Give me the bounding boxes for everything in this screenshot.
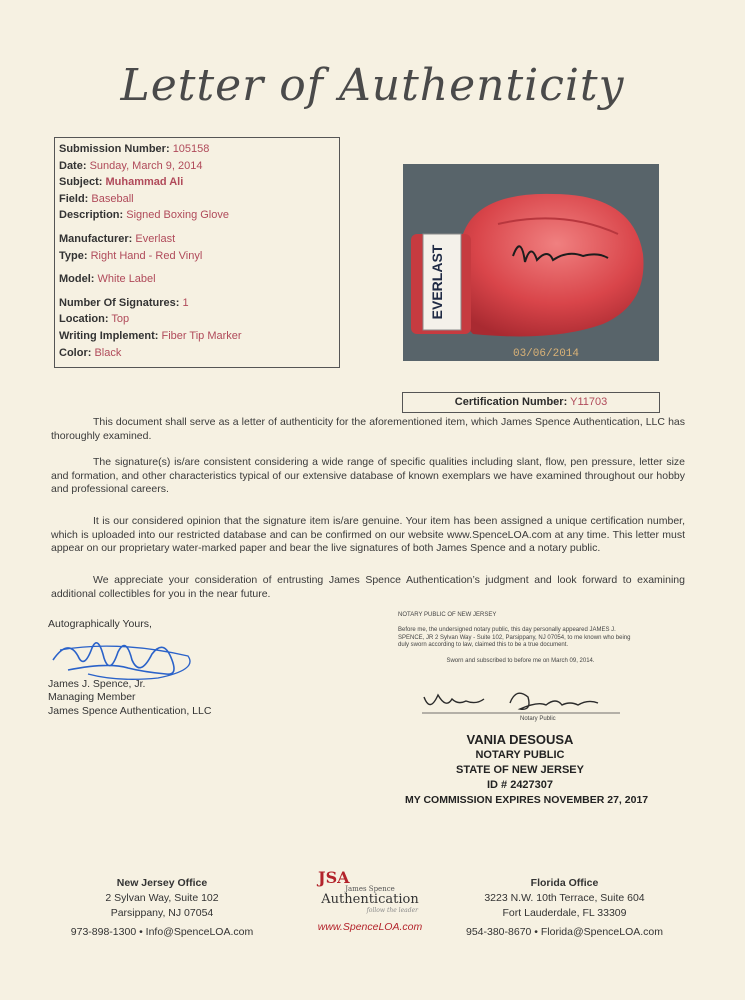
paragraph-opinion: It is our considered opinion that the signature item is/are genuine. Your item has been assigned a unique certification number, which is uploaded into our restricted database and can be confirmed on our website www.SpenceLOA.com at any time. This letter must appear on our proprietary water-marked paper and bear the live signatures of both James Spence and a notary public. (51, 515, 685, 555)
notary-signature-caption: Notary Public (520, 716, 556, 722)
jsa-logo-line1: James Spence (345, 885, 395, 893)
detail-type: Type: Right Hand - Red Vinyl (59, 249, 203, 262)
notary-stamp (405, 732, 649, 808)
detail-number-of-signatures: Number Of Signatures: 1 (59, 296, 189, 309)
detail-color: Color: Black (59, 346, 122, 359)
detail-manufacturer: Manufacturer: Everlast (59, 232, 176, 245)
notary-statement-block (398, 612, 643, 665)
notary-statement: Before me, the undersigned notary public, this day personally appeared JAMES J. SPENCE, JR 2 Sylvan Way - Suite 102, Parsippany, NJ 07054, to me known who being duly sworn according to law, claimed this to be a true document. (398, 627, 631, 649)
signer-name: James J. Spence, Jr. (48, 677, 146, 690)
detail-subject: Subject: Muhammad Ali (59, 176, 184, 189)
florida-office (442, 876, 687, 940)
jsa-logo-line2: Authentication (321, 892, 419, 907)
detail-date: Date: Sunday, March 9, 2014 (59, 159, 203, 172)
new-jersey-office (52, 876, 272, 940)
notary-stamp-name: VANIA DESOUSA (466, 732, 574, 747)
detail-field: Field: Baseball (59, 192, 134, 205)
detail-description: Description: Signed Boxing Glove (59, 209, 229, 222)
signature-closing: Autographically Yours, (48, 618, 152, 630)
photo-date-stamp: 03/06/2014 (512, 348, 579, 360)
detail-model: Model: White Label (59, 273, 156, 286)
certification-label: Certification Number: (454, 396, 568, 408)
certification-value: Y11703 (570, 396, 608, 408)
signer-role: Managing Member (48, 691, 136, 704)
nj-office-line1: 2 Sylvan Way, Suite 102 (105, 892, 219, 904)
jsa-logo (300, 870, 440, 933)
nj-office-line2: Parsippany, NJ 07054 (110, 907, 214, 919)
boxing-glove-illustration (403, 164, 659, 361)
jsa-logo-mark: JSA (318, 868, 350, 887)
paragraph-signature-analysis: The signature(s) is/are consistent considering a wide range of specific qualities including slant, flow, pen pressure, letter size and formation, and other characteristics typical of our extensive database of known exemplars we have examined throughout our hobby and professional careers. (51, 456, 685, 496)
fl-office-line1: 3223 N.W. 10th Terrace, Suite 604 (484, 892, 645, 904)
notary-stamp-title: NOTARY PUBLIC (475, 749, 565, 761)
nj-office-contact: 973-898-1300 • Info@SpenceLOA.com (70, 926, 254, 938)
notary-stamp-state: STATE OF NEW JERSEY (456, 764, 584, 776)
fl-office-name: Florida Office (530, 877, 599, 889)
detail-submission-number: Submission Number: 105158 (59, 143, 210, 155)
notary-stamp-id: ID # 2427307 (486, 779, 554, 791)
signer-company: James Spence Authentication, LLC (48, 704, 212, 717)
paragraph-appreciation: We appreciate your consideration of entrusting James Spence Authentication’s judgment and look forward to examining additional collectibles for you in the near future. (51, 574, 685, 600)
paragraph-authenticity: This document shall serve as a letter of authenticity for the aforementioned item, which James Spence Authentication, LLC has thoroughly examined. (51, 416, 685, 442)
jsa-logo-tagline: follow the leader (366, 907, 418, 914)
fl-office-line2: Fort Lauderdale, FL 33309 (502, 907, 627, 919)
handwritten-signature-notary (420, 683, 630, 723)
notary-stamp-expires: MY COMMISSION EXPIRES NOVEMBER 27, 2017 (405, 794, 649, 806)
notary-sworn: Sworn and subscribed to before me on March 09, 2014. (446, 657, 595, 664)
jsa-website: www.SpenceLOA.com (317, 921, 423, 933)
notary-header: NOTARY PUBLIC OF NEW JERSEY (398, 612, 497, 618)
detail-location: Location: Top (59, 313, 130, 326)
fl-office-contact: 954-380-8670 • Florida@SpenceLOA.com (465, 926, 664, 938)
nj-office-name: New Jersey Office (116, 877, 208, 889)
item-photo (403, 164, 659, 361)
item-details-box (54, 137, 340, 368)
handwritten-signature-spence (48, 630, 198, 682)
certification-number-box (402, 392, 660, 413)
signature-block (48, 618, 248, 718)
page-title: Letter of Authenticity (120, 60, 625, 111)
detail-writing-implement: Writing Implement: Fiber Tip Marker (59, 329, 242, 342)
everlast-label: EVERLAST (429, 244, 445, 320)
